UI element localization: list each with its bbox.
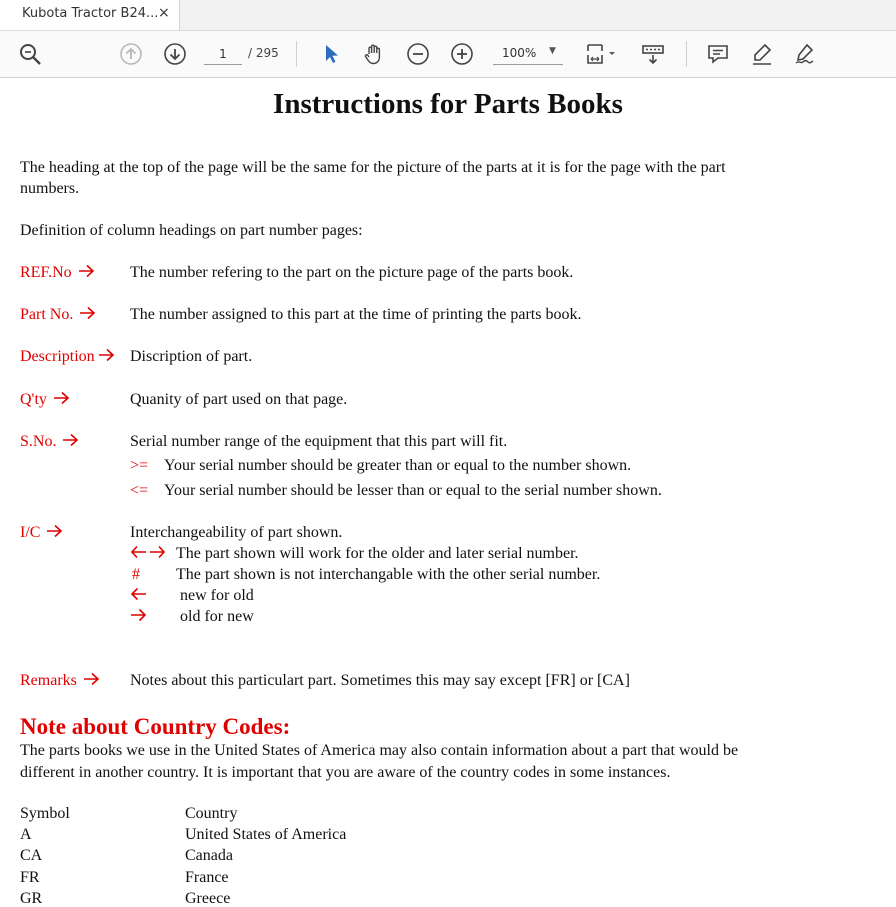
ref-label-text: REF.No: [20, 264, 72, 281]
remarks-label-text: Remarks: [20, 672, 77, 689]
tab-bar: [0, 0, 896, 31]
partno-label-text: Part No.: [20, 306, 74, 323]
arrow-both-icon: [130, 545, 166, 559]
qty-label-text: Q'ty: [20, 391, 47, 408]
close-icon[interactable]: ×: [158, 5, 170, 21]
arrow-right-icon: [46, 524, 64, 538]
toolbar-divider: [296, 41, 297, 67]
arrow-right-icon: [83, 672, 101, 686]
partno-description: The number assigned to this part at the time of printing the parts book.: [130, 306, 582, 323]
toolbar: [0, 31, 896, 78]
table-header-country: Country: [185, 805, 238, 822]
country-text: different in another country. It is important that you are aware of the country codes in some instances.: [20, 764, 671, 781]
sno-le-description: Your serial number should be lesser than or equal to the serial number shown.: [164, 482, 662, 499]
table-header-symbol: Symbol: [20, 805, 70, 822]
sno-ge-symbol: >=: [130, 457, 149, 474]
table-cell-symbol: FR: [20, 869, 40, 886]
table-cell-country: Greece: [185, 890, 231, 907]
page-total: / 295: [248, 46, 279, 60]
table-cell-symbol: GR: [20, 890, 43, 907]
partno-label: [20, 305, 97, 324]
page-number-input[interactable]: [204, 44, 242, 65]
zoom-value: 100%: [502, 46, 537, 60]
highlight-icon[interactable]: [749, 41, 775, 67]
document-page: [0, 78, 896, 907]
qty-label: [20, 390, 71, 409]
read-mode-icon[interactable]: [640, 41, 666, 67]
fit-page-icon[interactable]: [584, 41, 620, 67]
qty-description: Quanity of part used on that page.: [130, 391, 348, 408]
page-down-icon[interactable]: [162, 41, 188, 67]
document-tab[interactable]: [0, 0, 180, 30]
hand-tool-icon[interactable]: [361, 41, 387, 67]
desc-description: Discription of part.: [130, 348, 253, 365]
ic-description: Interchangeability of part shown.: [130, 524, 343, 541]
sno-description: Serial number range of the equipment that this part will fit.: [130, 433, 508, 450]
ic-left-description: new for old: [180, 587, 254, 604]
sno-label: [20, 432, 80, 451]
zoom-out-icon[interactable]: [405, 41, 431, 67]
select-cursor-icon[interactable]: [318, 41, 344, 67]
remarks-description: Notes about this particulart part. Sometimes this may say except [FR] or [CA]: [130, 672, 630, 689]
arrow-right-icon: [78, 264, 96, 278]
sign-icon[interactable]: [792, 41, 818, 67]
ref-label: [20, 263, 96, 282]
sno-le-symbol: <=: [130, 482, 149, 499]
arrow-right-icon: [130, 608, 148, 622]
arrow-right-icon: [79, 306, 97, 320]
arrow-right-icon: [98, 348, 116, 362]
definition-text: Definition of column headings on part number pages:: [20, 222, 363, 239]
search-zoom-icon[interactable]: [17, 41, 43, 67]
country-heading: Note about Country Codes:: [20, 714, 291, 739]
intro-text: The heading at the top of the page will be the same for the picture of the parts at it is for the page with the part: [20, 159, 726, 176]
arrow-right-icon: [62, 433, 80, 447]
ref-description: The number refering to the part on the picture page of the parts book.: [130, 264, 574, 281]
ic-label-text: I/C: [20, 524, 41, 541]
ic-hash-description: The part shown is not interchangable with the other serial number.: [176, 566, 601, 583]
table-cell-country: United States of America: [185, 826, 347, 843]
page-up-icon[interactable]: [118, 41, 144, 67]
sno-ge-description: Your serial number should be greater than or equal to the number shown.: [164, 457, 632, 474]
ic-right-description: old for new: [180, 608, 254, 625]
arrow-left-icon: [130, 587, 148, 601]
chevron-down-icon: ▼: [549, 46, 556, 56]
desc-label: [20, 347, 116, 366]
table-cell-symbol: A: [20, 826, 32, 843]
tab-title: Kubota Tractor B24...: [22, 6, 159, 21]
remarks-label: [20, 671, 101, 690]
toolbar-divider: [686, 41, 687, 67]
table-cell-country: France: [185, 869, 229, 886]
intro-text: numbers.: [20, 180, 80, 197]
table-cell-symbol: CA: [20, 847, 43, 864]
zoom-in-icon[interactable]: [449, 41, 475, 67]
page-title: Instructions for Parts Books: [273, 88, 623, 120]
desc-label-text: Description: [20, 348, 95, 365]
ic-label: [20, 523, 64, 542]
ic-hash-symbol: #: [132, 566, 140, 583]
table-cell-country: Canada: [185, 847, 233, 864]
comment-icon[interactable]: [705, 41, 731, 67]
zoom-select[interactable]: [493, 44, 563, 65]
country-text: The parts books we use in the United States of America may also contain information about a part that would be: [20, 742, 739, 759]
ic-both-description: The part shown will work for the older and later serial number.: [176, 545, 579, 562]
sno-label-text: S.No.: [20, 433, 57, 450]
arrow-right-icon: [53, 391, 71, 405]
